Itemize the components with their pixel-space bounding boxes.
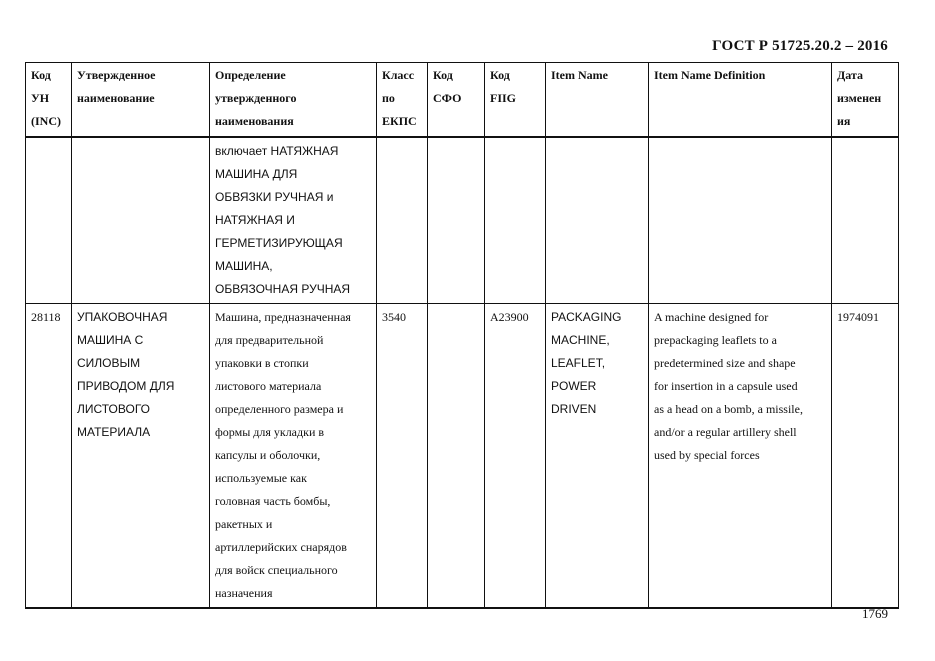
col-header-inc xyxy=(26,63,72,138)
cell-ekps-class: 3540 xyxy=(377,304,428,609)
text-line: Дата xyxy=(837,68,863,82)
col-header-ekps-class xyxy=(377,63,428,138)
cell-sfo-code xyxy=(428,304,485,609)
text-line: (INC) xyxy=(31,114,61,128)
text-line: ГЕРМЕТИЗИРУЮЩАЯ xyxy=(215,236,343,250)
text-line: УПАКОВОЧНАЯ xyxy=(77,310,168,324)
cell-definition xyxy=(210,304,377,609)
cell-fiig-code: A23900 xyxy=(485,304,546,609)
cell-approved-name xyxy=(72,304,210,609)
cell-item-name-definition xyxy=(649,137,832,304)
text-line: листового материала xyxy=(215,379,322,393)
cell-definition xyxy=(210,137,377,304)
text-line: СФО xyxy=(433,91,462,105)
text-line: FIIG xyxy=(490,91,517,105)
col-header-item-name-definition xyxy=(649,63,832,138)
text-line: Определение xyxy=(215,68,286,82)
text-line: prepackaging leaflets to a xyxy=(654,333,777,347)
text-line: артиллерийских снарядов xyxy=(215,540,347,554)
text-line: Код xyxy=(433,68,453,82)
text-line: ОБВЯЗКИ РУЧНАЯ и xyxy=(215,190,334,204)
text-line: A machine designed for xyxy=(654,310,769,324)
text-line: наименование xyxy=(77,91,155,105)
text-line: POWER xyxy=(551,379,597,393)
col-header-definition xyxy=(210,63,377,138)
col-header-approved-name xyxy=(72,63,210,138)
text-line: изменен xyxy=(837,91,882,105)
text-line: ЛИСТОВОГО xyxy=(77,402,150,416)
text-line: УН xyxy=(31,91,50,105)
col-header-sfo-code xyxy=(428,63,485,138)
text-line: ОБВЯЗОЧНАЯ РУЧНАЯ xyxy=(215,282,351,296)
text-line: as a head on a bomb, a missile, xyxy=(654,402,803,416)
text-line: для войск специального xyxy=(215,563,338,577)
col-header-change-date xyxy=(832,63,899,138)
text-line: упаковки в стопки xyxy=(215,356,309,370)
text-line: для предварительной xyxy=(215,333,324,347)
text-line: МАШИНА С xyxy=(77,333,144,347)
text-line: МАШИНА, xyxy=(215,259,273,273)
text-line: Машина, предназначенная xyxy=(215,310,351,324)
cell-change-date: 1974091 xyxy=(832,304,899,609)
cell-ekps-class xyxy=(377,137,428,304)
text-line: Item Name Definition xyxy=(654,68,766,82)
text-line: ракетных и xyxy=(215,517,273,531)
table-row xyxy=(26,137,899,304)
col-header-item-name xyxy=(546,63,649,138)
text-line: МАТЕРИАЛА xyxy=(77,425,151,439)
text-line: включает НАТЯЖНАЯ xyxy=(215,144,339,158)
text-line: по xyxy=(382,91,395,105)
table-row xyxy=(26,304,899,609)
text-line: ия xyxy=(837,114,851,128)
cell-item-name xyxy=(546,137,649,304)
text-line: наименования xyxy=(215,114,294,128)
cell-item-name-definition xyxy=(649,304,832,609)
cell-fiig-code xyxy=(485,137,546,304)
text-line: and/or a regular artillery shell xyxy=(654,425,797,439)
text-line: используемые как xyxy=(215,471,307,485)
text-line: predetermined size and shape xyxy=(654,356,796,370)
text-line: головная часть бомбы, xyxy=(215,494,331,508)
cell-inc: 28118 xyxy=(26,304,72,609)
text-line: СИЛОВЫМ xyxy=(77,356,141,370)
text-line: LEAFLET, xyxy=(551,356,606,370)
document-title: ГОСТ Р 51725.20.2 – 2016 xyxy=(712,38,888,54)
text-line: Код xyxy=(490,68,510,82)
text-line: used by special forces xyxy=(654,448,760,462)
cell-item-name xyxy=(546,304,649,609)
cell-approved-name xyxy=(72,137,210,304)
col-header-fiig-code xyxy=(485,63,546,138)
text-line: DRIVEN xyxy=(551,402,597,416)
text-line: for insertion in a capsule used xyxy=(654,379,798,393)
text-line: капсулы и оболочки, xyxy=(215,448,321,462)
text-line: MACHINE, xyxy=(551,333,610,347)
cell-sfo-code xyxy=(428,137,485,304)
text-line: утвержденного xyxy=(215,91,297,105)
text-line: определенного размера и xyxy=(215,402,344,416)
item-name-table xyxy=(25,62,899,609)
text-line: ЕКПС xyxy=(382,114,417,128)
text-line: Утвержденное xyxy=(77,68,156,82)
text-line: ПРИВОДОМ ДЛЯ xyxy=(77,379,175,393)
table-header-row xyxy=(26,63,899,138)
text-line: Код xyxy=(31,68,51,82)
text-line: PACKAGING xyxy=(551,310,622,324)
text-line: НАТЯЖНАЯ И xyxy=(215,213,295,227)
text-line: Item Name xyxy=(551,68,608,82)
text-line: формы для укладки в xyxy=(215,425,325,439)
page-number: 1769 xyxy=(862,606,888,621)
text-line: назначения xyxy=(215,586,273,600)
text-line: Класс xyxy=(382,68,415,82)
cell-change-date xyxy=(832,137,899,304)
cell-inc xyxy=(26,137,72,304)
text-line: МАШИНА ДЛЯ xyxy=(215,167,298,181)
